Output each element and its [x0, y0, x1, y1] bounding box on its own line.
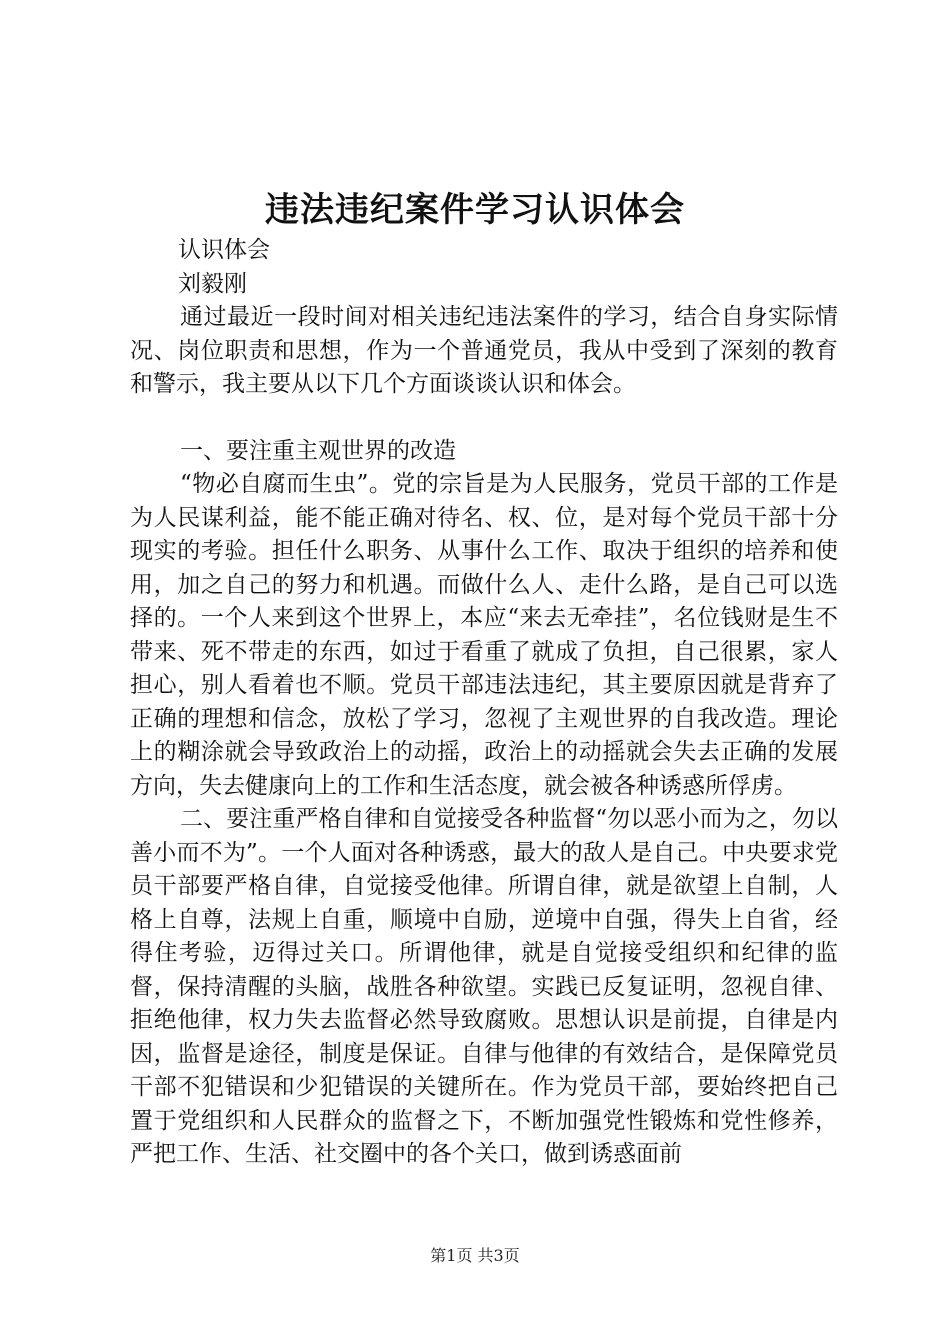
document-body	[130, 234, 838, 1172]
paragraph-intro: 通过最近一段时间对相关违纪违法案件的学习，结合自身实际情况、岗位职责和思想，作为一个普通党员，我从中受到了深刻的教育和警示，我主要从以下几个方面谈谈认识和体会。	[130, 304, 838, 397]
document-title: 违法违纪案件学习认识体会	[265, 190, 685, 230]
paragraph-section-2: 二、要注重严格自律和自觉接受各种监督“勿以恶小而为之，勿以善小而不为”。一个人面对各种诱惑，最大的敌人是自己。中央要求党员干部要严格自律，自觉接受他律。所谓自律，就是欲望上自制，人格上自尊，法规上自重，顺境中自励，逆境中自强，得失上自省，经得住考验，迈得过关口。所谓他律，就是自觉接受组织和纪律的监督，保持清醒的头脑，战胜各种欲望。实践已反复证明，忽视自律、拒绝他律，权力失去监督必然导致腐败。思想认识是前提，自律是内因，监督是途径，制度是保证。自律与他律的有效结合，是保障党员干部不犯错误和少犯错误的关键所在。作为党员干部，要始终把自己置于党组织和人民群众的监督之下，不断加强党性锻炼和党性修养，严把工作、生活、社交圈中的各个关口，做到诱惑面前	[130, 806, 838, 1167]
document-subtitle: 认识体会	[178, 237, 270, 263]
page-footer: 第1页 共3页	[430, 1246, 520, 1265]
document-author: 刘毅刚	[178, 270, 247, 297]
section-heading-1: 一、要注重主观世界的改造	[180, 437, 456, 464]
paragraph-section-1: “物必自腐而生虫”。党的宗旨是为人民服务，党员干部的工作是为人民谋利益，能不能正确对待名、权、位，是对每个党员干部十分现实的考验。担任什么职务、从事什么工作、取决于组织的培养和使用，加之自己的努力和机遇。而做什么人、走什么路，是自己可以选择的。一个人来到这个世界上，本应“来去无牵挂”，名位钱财是生不带来、死不带走的东西，如过于看重了就成了负担，自己很累，家人担心，别人看着也不顺。党员干部违法违纪，其主要原因就是背弃了正确的理想和信念，放松了学习，忽视了主观世界的自我改造。理论上的糊涂就会导致政治上的动摇，政治上的动摇就会失去正确的发展方向，失去健康向上的工作和生活态度，就会被各种诱惑所俘虏。	[130, 471, 838, 799]
